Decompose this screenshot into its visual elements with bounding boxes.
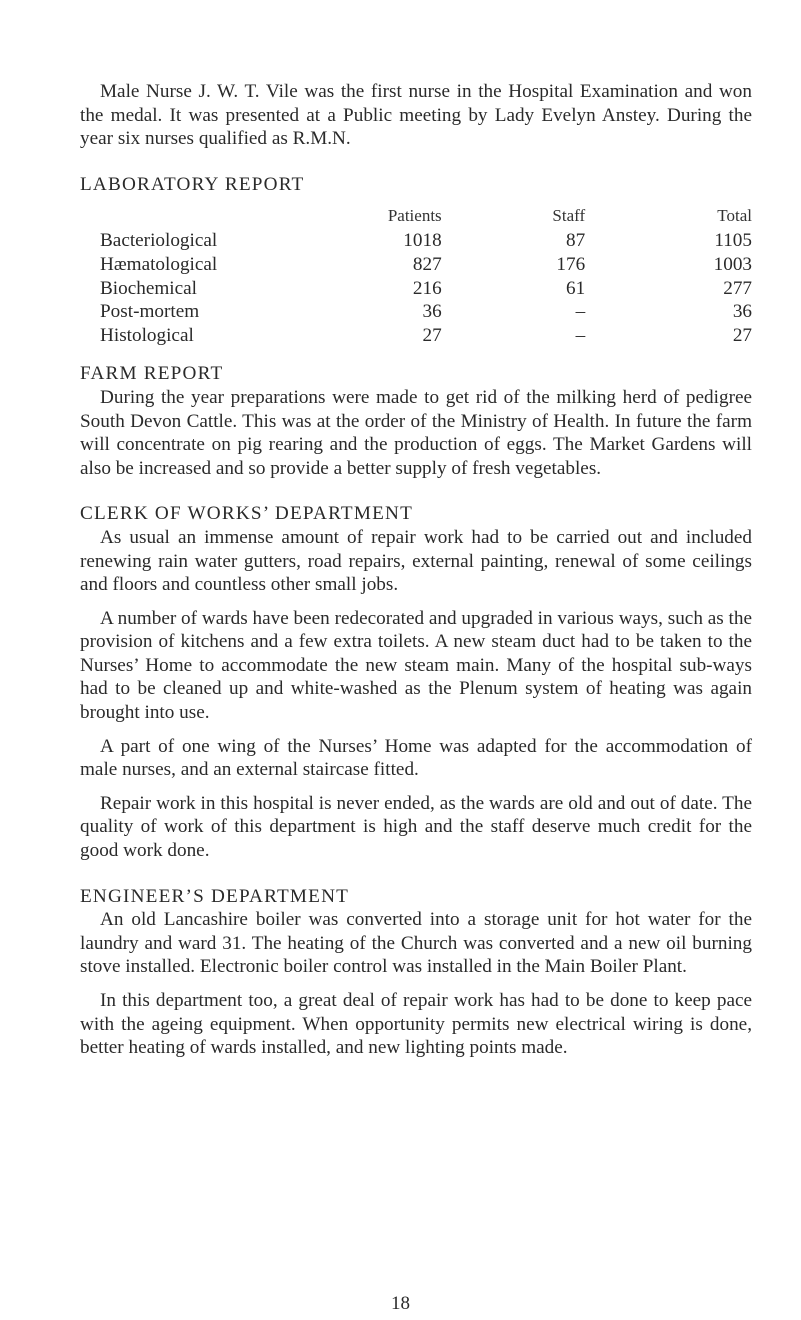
table-row [80,325,752,349]
row-total: 36 [732,301,752,323]
intro-paragraph: Male Nurse J. W. T. Vile was the first nurse in the Hospital Examination and won the medal. It was presented at a Public meeting by Lady Evelyn Anstey. During the year six nurses qualified as R.M.N. [80,81,752,150]
header-total: Total [717,206,752,226]
table-row [80,254,752,278]
laboratory-heading: LABORATORY REPORT [80,173,305,195]
clerk-paragraph-3: A part of one wing of the Nurses’ Home was adapted for the accommodation of male nurses, and an external staircase fitted. [80,735,752,781]
laboratory-table [80,206,752,348]
row-patients: 216 [412,277,442,299]
row-staff: – [575,301,586,323]
clerk-paragraph-2: A number of wards have been redecorated and upgraded in various ways, such as the provision of kitchens and a few extra toilets. A new steam duct had to be taken to the Nurses’ Home to accommodate the new steam main. Many of the hospital sub-ways had to be cleaned up and white-washed as the Plenum system of heating was again brought into use. [80,607,752,724]
laboratory-table-header [80,206,752,230]
row-staff: 87 [565,230,586,252]
farm-paragraph: During the year preparations were made to get rid of the milking herd of pedigree South Devon Cattle. This was at the order of the Ministry of Health. In future the farm will concentrate on pig rearing and the production of eggs. The Market Gardens will also be increased and so provide a better supply of fresh vegetables. [80,386,752,479]
row-total: 1003 [713,253,752,275]
engineer-paragraph-1: An old Lancashire boiler was converted into a storage unit for hot water for the laundry and ward 31. The heating of the Church was converted and a new oil burning stove installed. Electronic boiler control was installed in the Main Boiler Plant. [80,909,752,978]
header-label [80,206,320,230]
page-number: 18 [391,1293,410,1314]
document-page [80,80,752,1060]
table-row [80,230,752,254]
row-label: Post-mortem [100,301,200,323]
row-staff: 61 [565,277,586,299]
engineer-paragraph-2: In this department too, a great deal of repair work has had to be done to keep pace with the ageing equipment. When opportunity permits new electrical wiring is done, better heating of wards installed, and new lighting points made. [80,990,752,1059]
clerk-paragraph-1: As usual an immense amount of repair work had to be carried out and included renewing rain water gutters, road repairs, external painting, renewal of some ceilings and floors and countless other small jobs. [80,526,752,596]
row-label: Histological [100,324,194,346]
row-staff: – [575,324,586,346]
row-total: 27 [732,324,752,346]
row-patients: 36 [422,301,442,323]
row-patients: 27 [422,324,442,346]
row-staff: 176 [556,253,586,275]
clerk-heading: CLERK OF WORKS’ DEPARTMENT [80,503,413,525]
header-staff: Staff [552,206,586,226]
row-total: 277 [723,277,752,299]
row-label: Bacteriological [100,230,218,252]
row-label: Hæmatological [100,253,218,275]
table-row [80,278,752,302]
header-patients: Patients [387,206,442,226]
table-row [80,301,752,325]
engineer-heading: ENGINEER’S DEPARTMENT [80,885,350,907]
row-patients: 1018 [403,230,442,252]
row-total: 1105 [714,230,752,252]
farm-heading: FARM REPORT [80,363,224,385]
clerk-paragraph-4: Repair work in this hospital is never ended, as the wards are old and out of date. The quality of work of this department is high and the staff deserve much credit for the good work done. [80,792,752,862]
row-patients: 827 [412,253,442,275]
row-label: Biochemical [100,277,197,299]
